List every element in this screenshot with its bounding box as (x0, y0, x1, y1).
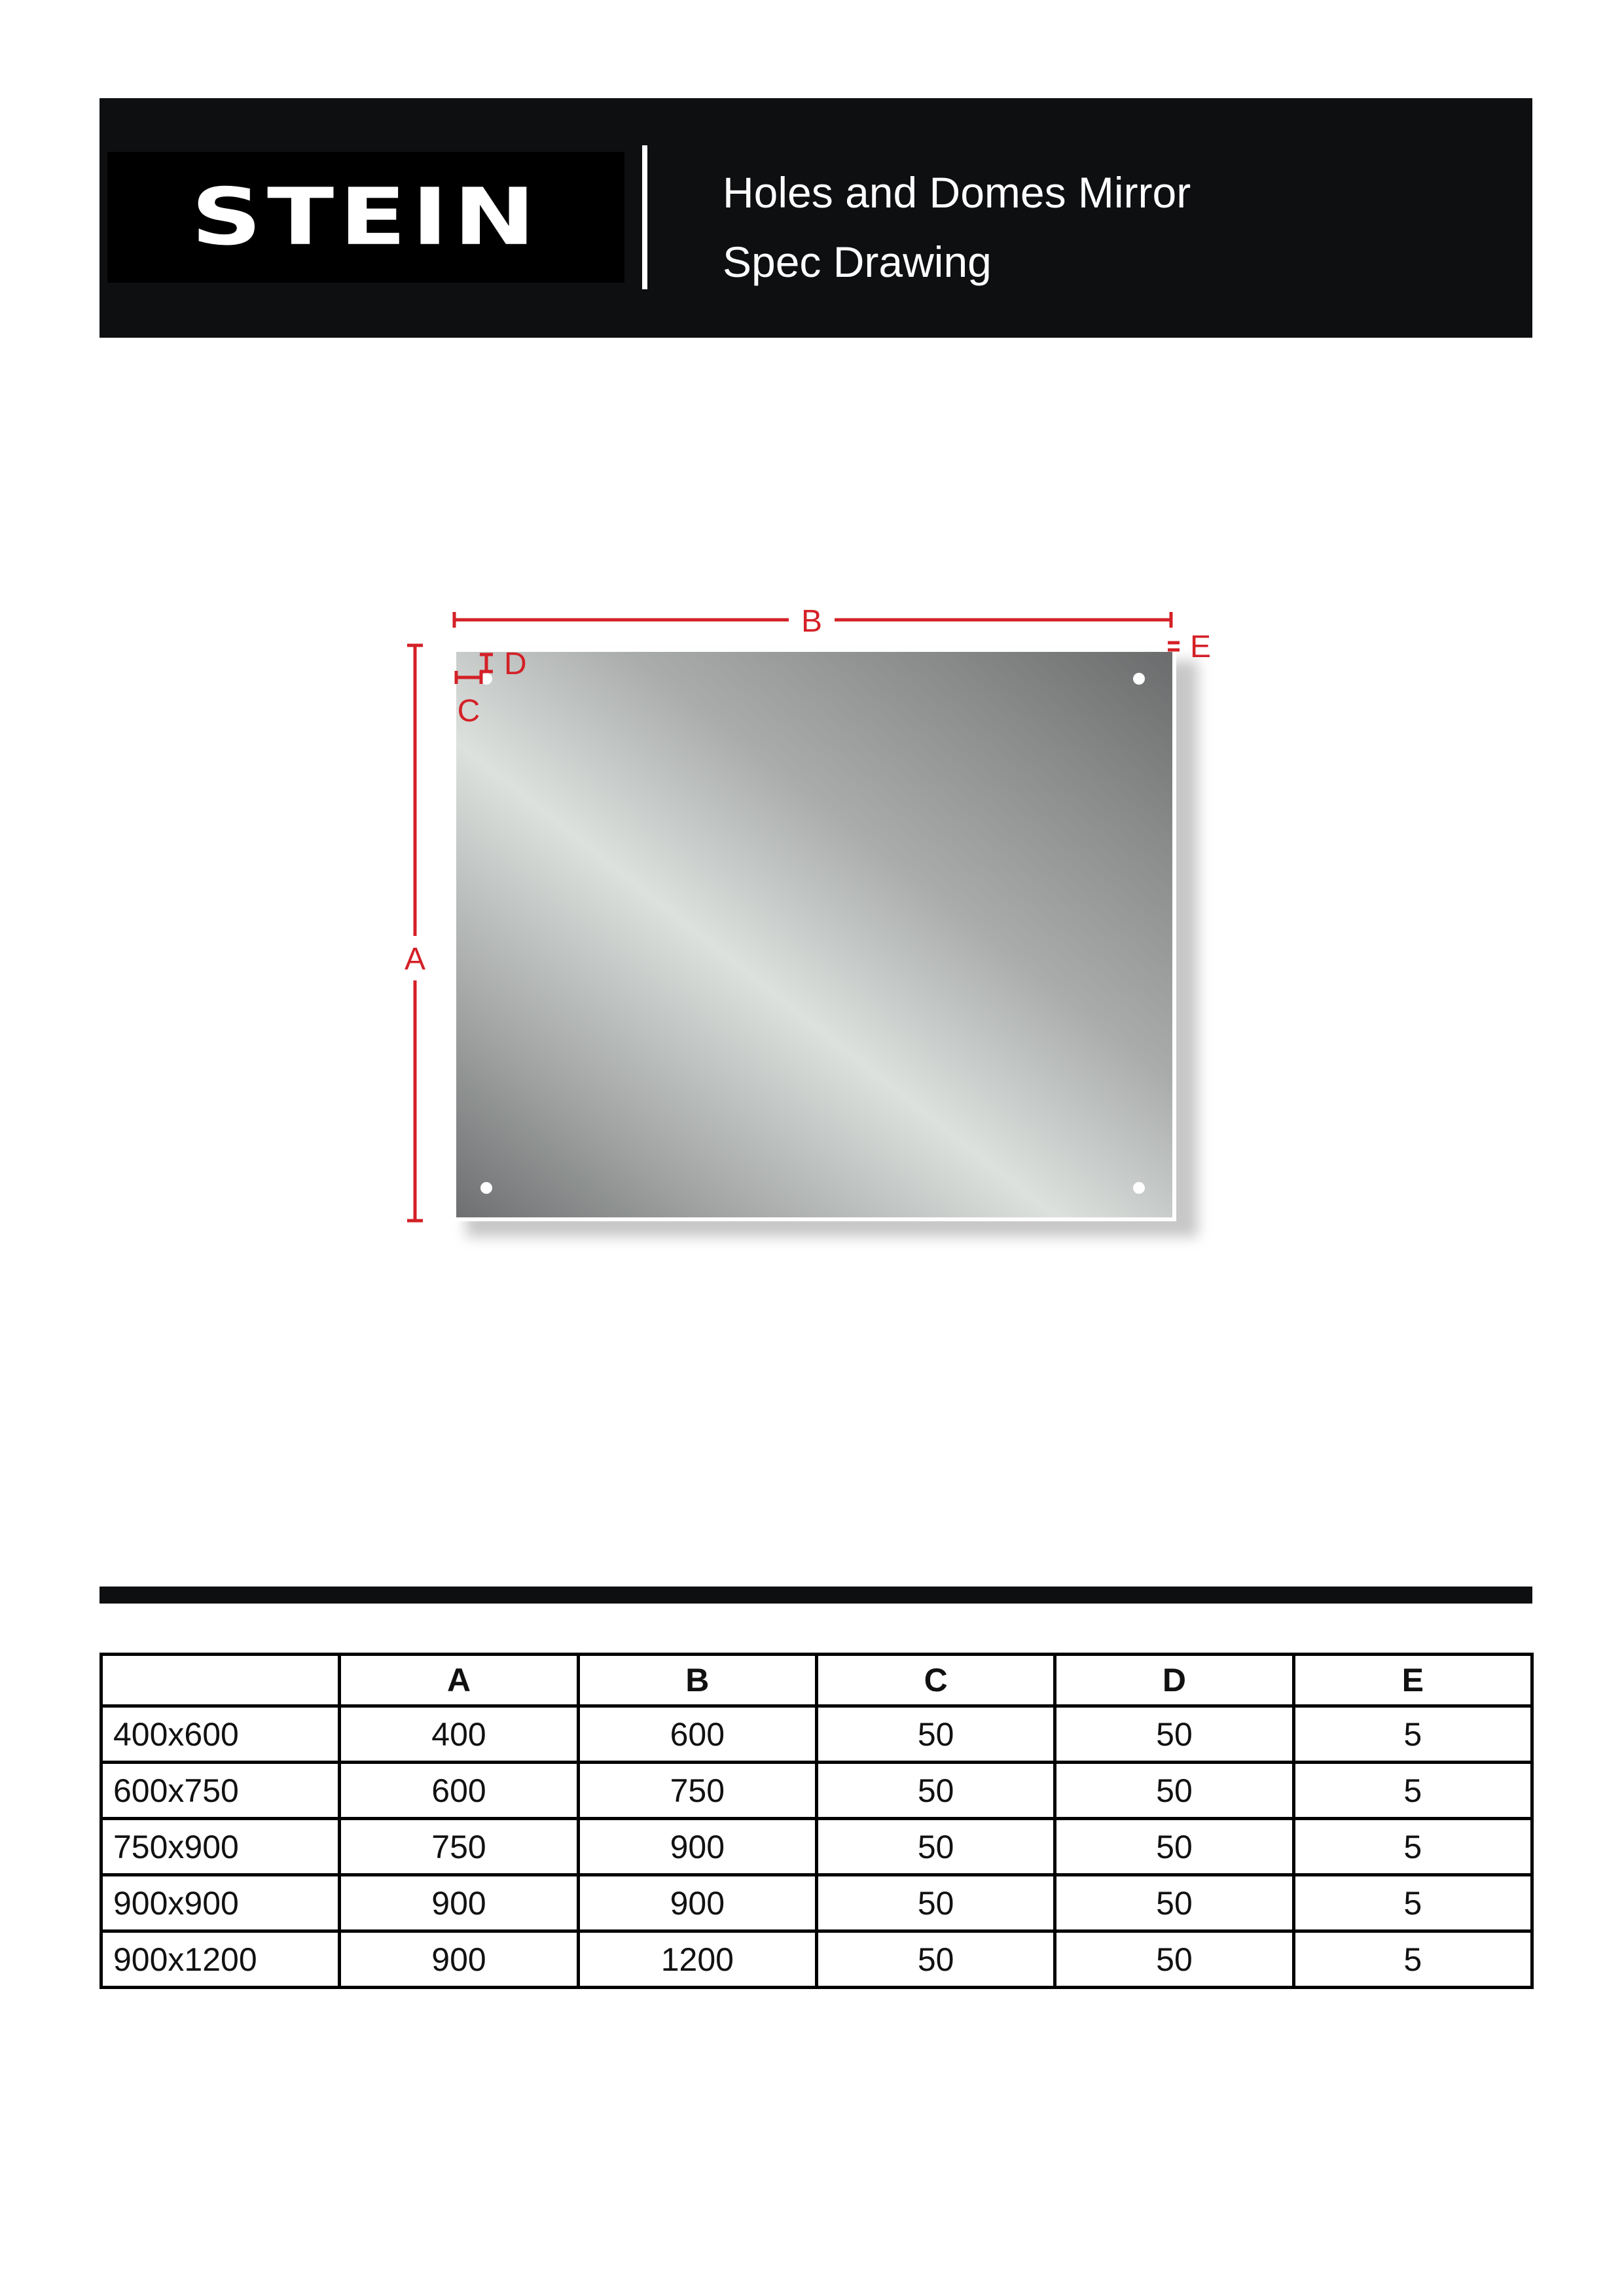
table-header-row (101, 1655, 1532, 1706)
mounting-hole-bottom-left (480, 1182, 492, 1194)
table-cell: 50 (816, 1763, 1055, 1819)
size-cell: 900x1200 (101, 1931, 340, 1988)
column-header (101, 1655, 340, 1706)
dimension-label-c: C (457, 694, 480, 728)
table-cell: 50 (816, 1875, 1055, 1931)
table-cell: 50 (1055, 1875, 1293, 1931)
table-cell: 750 (340, 1819, 578, 1875)
table-cell: 5 (1293, 1706, 1532, 1763)
table-cell: 5 (1293, 1931, 1532, 1988)
table-cell: 50 (816, 1819, 1055, 1875)
table-cell: 50 (1055, 1763, 1293, 1819)
logo-text: STEIN (190, 171, 541, 263)
document-subtitle: Spec Drawing (723, 238, 992, 286)
table-cell: 50 (816, 1931, 1055, 1988)
table-cell: 50 (1055, 1931, 1293, 1988)
table-cell: 50 (1055, 1819, 1293, 1875)
column-header: E (1293, 1655, 1532, 1706)
column-header: C (816, 1655, 1055, 1706)
size-cell: 750x900 (101, 1819, 340, 1875)
dimensions-table (99, 1653, 1534, 1989)
dimension-label-a: A (404, 942, 426, 977)
dimension-label-b: B (801, 604, 823, 639)
section-rule (99, 1587, 1532, 1604)
table-cell: 600 (578, 1706, 816, 1763)
table-cell: 1200 (578, 1931, 816, 1988)
column-header: B (578, 1655, 816, 1706)
mirror-panel (454, 650, 1174, 1219)
dimension-label-d: D (504, 647, 527, 681)
table-cell: 900 (578, 1819, 816, 1875)
table-cell: 900 (578, 1875, 816, 1931)
table-cell: 50 (816, 1706, 1055, 1763)
mounting-hole-top-right (1133, 673, 1145, 685)
size-cell: 600x750 (101, 1763, 340, 1819)
column-header: A (340, 1655, 578, 1706)
table-cell: 5 (1293, 1819, 1532, 1875)
dimension-label-e: E (1190, 630, 1212, 664)
table-cell: 5 (1293, 1763, 1532, 1819)
table-cell: 50 (1055, 1706, 1293, 1763)
table-cell: 600 (340, 1763, 578, 1819)
mounting-hole-bottom-right (1133, 1182, 1145, 1194)
table-cell: 900 (340, 1875, 578, 1931)
size-cell: 900x900 (101, 1875, 340, 1931)
table-cell: 5 (1293, 1875, 1532, 1931)
table-row (101, 1763, 1532, 1819)
column-header: D (1055, 1655, 1293, 1706)
table-row (101, 1819, 1532, 1875)
table-cell: 400 (340, 1706, 578, 1763)
table-cell: 900 (340, 1931, 578, 1988)
document-title: Holes and Domes Mirror (723, 168, 1191, 217)
table-row (101, 1875, 1532, 1931)
size-cell: 400x600 (101, 1706, 340, 1763)
table-row (101, 1706, 1532, 1763)
table-cell: 750 (578, 1763, 816, 1819)
table-row (101, 1931, 1532, 1988)
